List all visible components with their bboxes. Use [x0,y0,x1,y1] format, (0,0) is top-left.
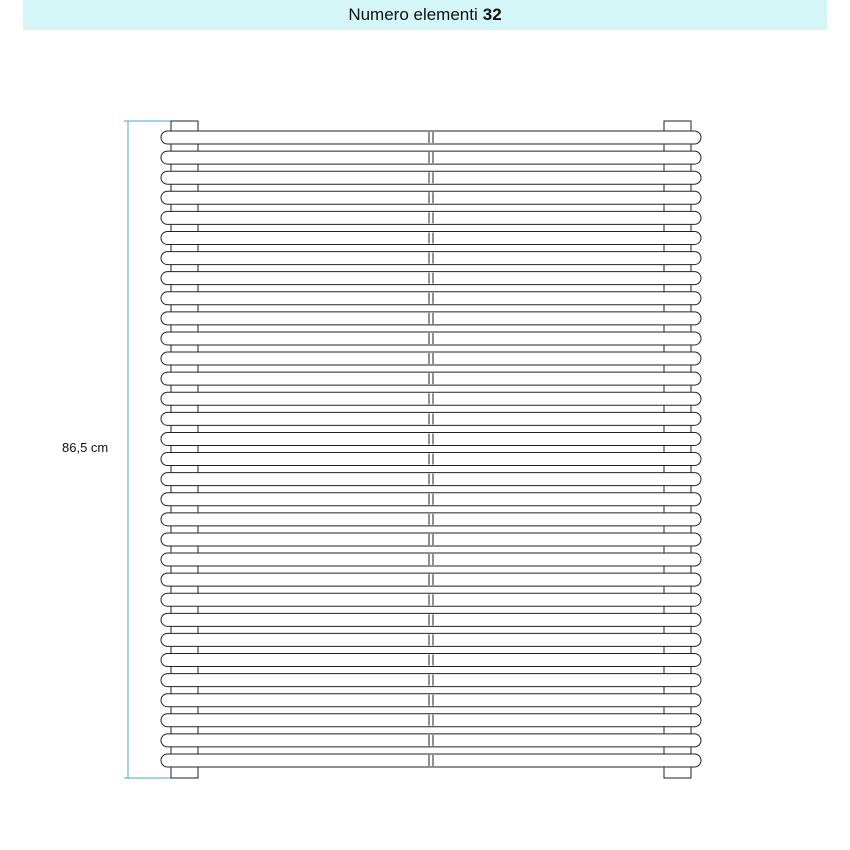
radiator-element [161,392,701,405]
radiator-element [161,453,701,466]
radiator-element [161,171,701,184]
radiator-element [161,654,701,667]
radiator-element [161,252,701,265]
radiator-element [161,694,701,707]
radiator-element [161,372,701,385]
radiator-element [161,272,701,285]
radiator-tubes [161,131,701,767]
radiator-element [161,553,701,566]
radiator-element [161,633,701,646]
radiator-element [161,714,701,727]
height-label: 86,5 cm [62,440,109,455]
radiator-element [161,332,701,345]
radiator-element [161,151,701,164]
radiator-element [161,412,701,425]
radiator-element [161,473,701,486]
radiator-element [161,734,701,747]
radiator-element [161,231,701,244]
radiator-element [161,191,701,204]
radiator-element [161,432,701,445]
radiator-element [161,292,701,305]
radiator-element [161,674,701,687]
radiator-element [161,211,701,224]
element-count: 32 [482,5,502,24]
radiator-element [161,312,701,325]
radiator-element [161,613,701,626]
radiator-element [161,573,701,586]
radiator-element [161,131,701,144]
radiator-element [161,493,701,506]
radiator-element [161,352,701,365]
header-label: Numero elementi [348,5,478,24]
radiator-element [161,754,701,767]
radiator-element [161,513,701,526]
radiator-element [161,533,701,546]
radiator-center-joint [429,132,433,766]
radiator-element [161,593,701,606]
